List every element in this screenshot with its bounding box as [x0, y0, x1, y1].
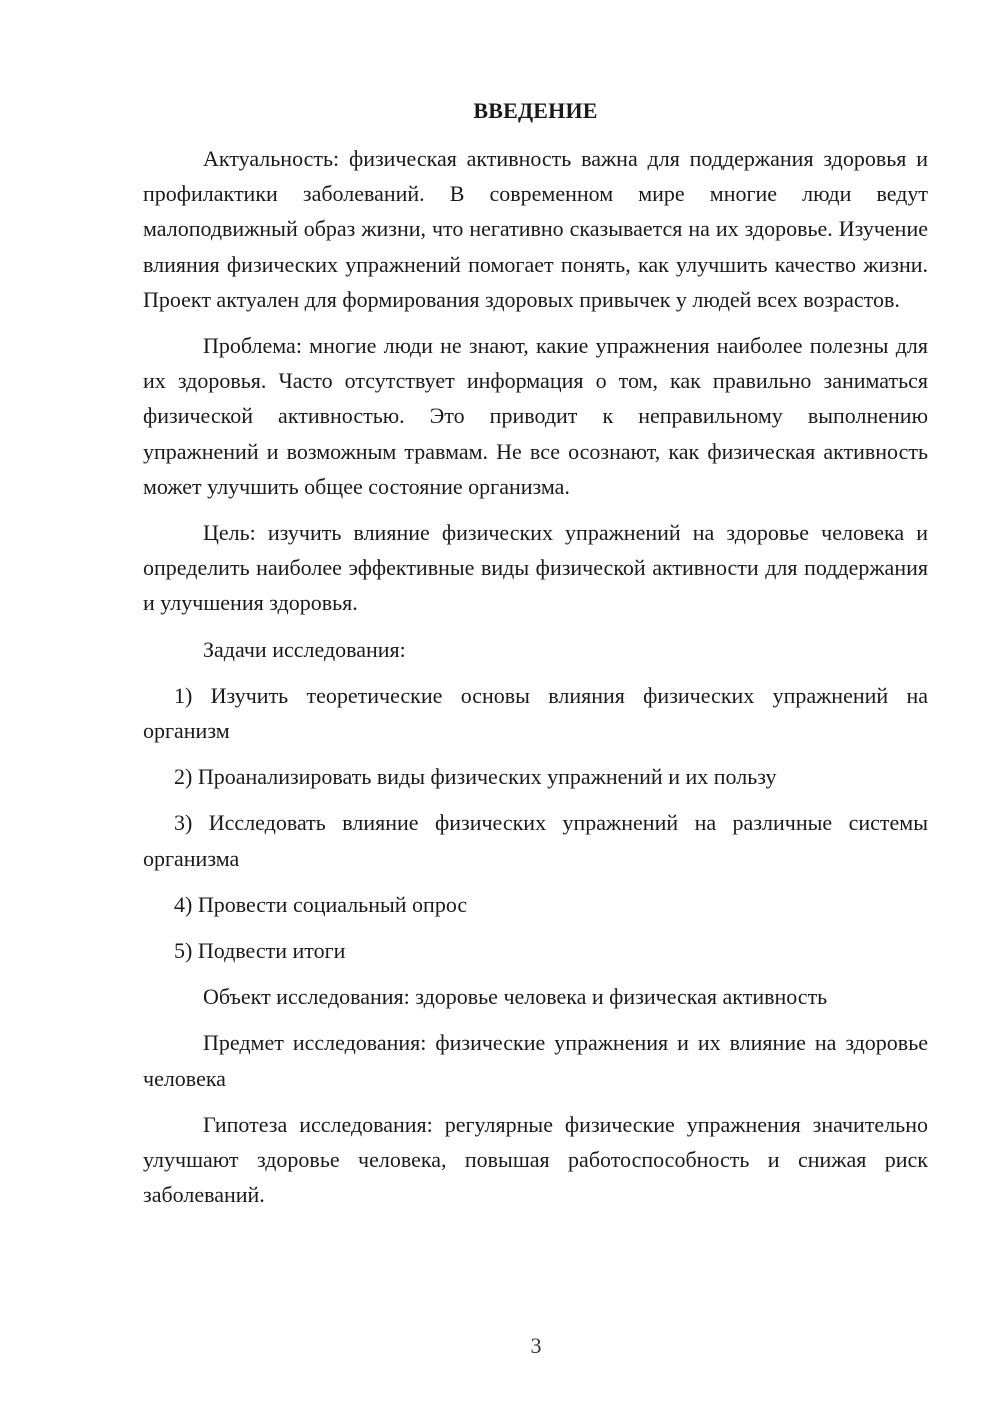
page-number: 3: [530, 1333, 542, 1358]
document-body: [143, 93, 928, 1223]
object-paragraph: Объект исследования: здоровье человека и физическая активность: [203, 984, 828, 1010]
tasks-title: Задачи исследования:: [203, 636, 406, 662]
relevance-paragraph: Актуальность: физическая активность важна для поддержания здоровья и профилактики заболеваний. В современном мире многие люди ведут малоподвижный образ жизни, что негативно сказывается на их здоровье. Изучение влияния физических упражнений помогает понять, как улучшить качество жизни. Проект актуален для формирования здоровых привычек у людей всех возрастов.: [143, 146, 928, 312]
task-item-5: 5) Подвести итоги: [174, 938, 346, 964]
task-item-3: 3) Исследовать влияние физических упражнений на различные системы организма: [143, 810, 928, 871]
problem-paragraph: Проблема: многие люди не знают, какие упражнения наиболее полезны для их здоровья. Часто отсутствует информация о том, как правильно заниматься физической активностью. Это приводит к неправильному выполнению упражнений и возможным травмам. Не все осознают, как физическая активность может улучшить общее состояние организма.: [143, 333, 928, 499]
section-heading: ВВЕДЕНИЕ: [473, 98, 598, 123]
task-item-2: 2) Проанализировать виды физических упражнений и их пользу: [174, 764, 777, 790]
task-item-1: 1) Изучить теоретические основы влияния физических упражнений на организм: [143, 682, 928, 744]
hypothesis-paragraph: Гипотеза исследования: регулярные физические упражнения значительно улучшают здоровье человека, повышая работоспособность и снижая риск заболеваний.: [143, 1111, 928, 1208]
subject-paragraph: Предмет исследования: физические упражнения и их влияние на здоровье человека: [143, 1030, 928, 1091]
goal-paragraph: Цель: изучить влияние физических упражнений на здоровье человека и определить наиболее эффективные виды физической активности для поддержания и улучшения здоровья.: [143, 520, 928, 616]
task-item-4: 4) Провести социальный опрос: [174, 891, 468, 917]
